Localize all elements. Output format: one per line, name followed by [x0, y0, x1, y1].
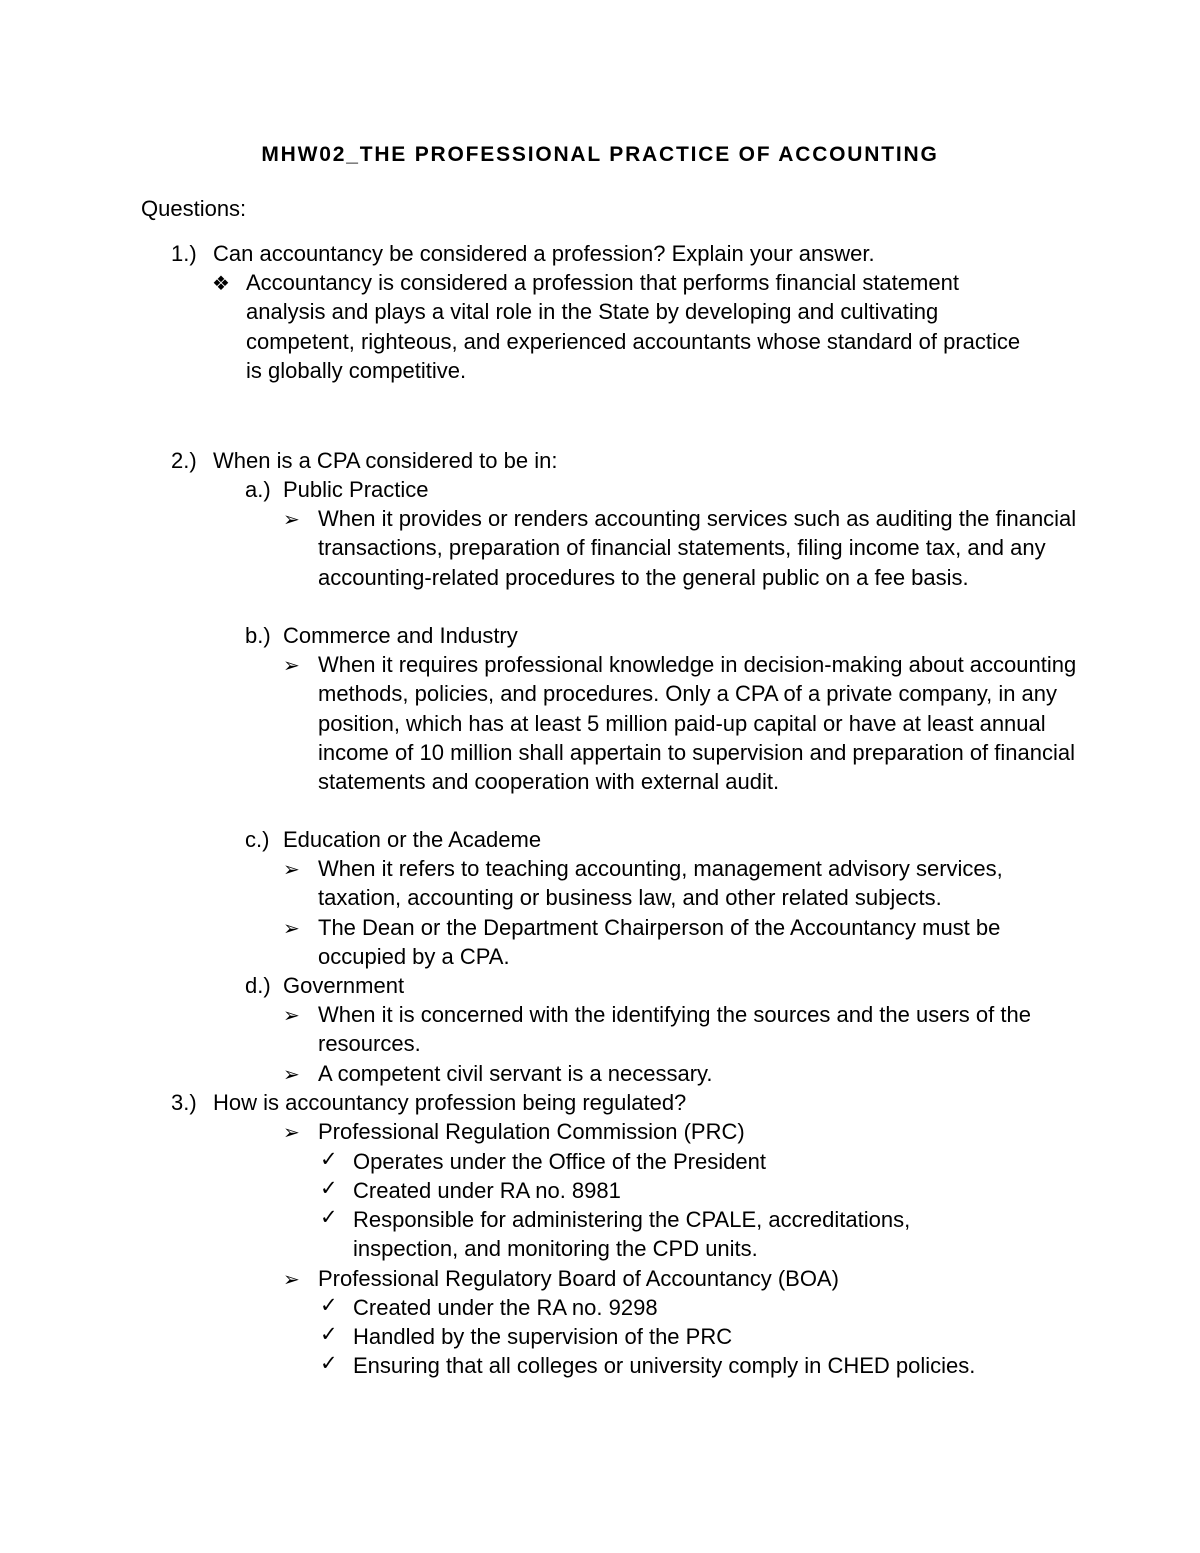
q2d-heading: Government [283, 973, 405, 998]
prc-heading: Professional Regulation Commission (PRC) [318, 1119, 745, 1144]
check-icon: ✓ [320, 1323, 338, 1346]
q1-number: 1.) [171, 241, 197, 266]
q2-question: When is a CPA considered to be in: [213, 448, 558, 473]
q2d-label: d.) [245, 973, 271, 998]
q2a-label: a.) [245, 477, 271, 502]
q3-number: 3.) [171, 1090, 197, 1115]
arrow-bullet-icon: ➢ [283, 655, 300, 677]
boa-item-1: Created under the RA no. 9298 [353, 1295, 658, 1320]
arrow-bullet-icon: ➢ [283, 1005, 300, 1027]
check-icon: ✓ [320, 1352, 338, 1375]
q2b-label: b.) [245, 623, 271, 648]
q2-number: 2.) [171, 448, 197, 473]
check-icon: ✓ [320, 1148, 338, 1171]
q1-answer: Accountancy is considered a profession that performs financial statement analysis and plays a vital role in the State by developing and cultivating competent, righteous, and experienced accountants whose standard of practice is globally competitive. [246, 270, 1021, 383]
check-icon: ✓ [320, 1294, 338, 1317]
arrow-bullet-icon: ➢ [283, 918, 300, 940]
q1-bullet-icon: ❖ [212, 273, 230, 295]
q2d-point-2: A competent civil servant is a necessary. [318, 1061, 713, 1086]
boa-heading: Professional Regulatory Board of Accountancy (BOA) [318, 1266, 839, 1291]
q2c-heading: Education or the Academe [283, 827, 542, 852]
boa-item-3: Ensuring that all colleges or university comply in CHED policies. [353, 1353, 976, 1378]
check-icon: ✓ [320, 1206, 338, 1229]
prc-item-2: Created under RA no. 8981 [353, 1178, 621, 1203]
q2b-heading: Commerce and Industry [283, 623, 518, 648]
q2c-point-1: When it refers to teaching accounting, management advisory services, taxation, accounting or business law, and other related subjects. [318, 856, 1003, 911]
check-icon: ✓ [320, 1177, 338, 1200]
q2c-label: c.) [245, 827, 270, 852]
document-title: MHW02_THE PROFESSIONAL PRACTICE OF ACCOUNTING [261, 143, 939, 166]
q1-question: Can accountancy be considered a profession? Explain your answer. [213, 241, 875, 266]
q3-question: How is accountancy profession being regulated? [213, 1090, 687, 1115]
q2c-point-2: The Dean or the Department Chairperson of the Accountancy must be occupied by a CPA. [318, 915, 1001, 970]
prc-item-1: Operates under the Office of the President [353, 1149, 766, 1174]
prc-item-3: Responsible for administering the CPALE, accreditations, inspection, and monitoring the CPD units. [353, 1207, 911, 1262]
arrow-bullet-icon: ➢ [283, 509, 300, 531]
q2a-heading: Public Practice [283, 477, 429, 502]
arrow-bullet-icon: ➢ [283, 1122, 300, 1144]
boa-item-2: Handled by the supervision of the PRC [353, 1324, 733, 1349]
questions-label: Questions: [141, 196, 247, 221]
q2d-point-1: When it is concerned with the identifying the sources and the users of the resources. [318, 1002, 1031, 1057]
arrow-bullet-icon: ➢ [283, 1064, 300, 1086]
q2a-point: When it provides or renders accounting services such as auditing the financial transactions, preparation of financial statements, filing income tax, and any accounting-related procedures to the general public on a fee basis. [318, 506, 1077, 590]
arrow-bullet-icon: ➢ [283, 1269, 300, 1291]
arrow-bullet-icon: ➢ [283, 859, 300, 881]
q2b-point: When it requires professional knowledge in decision-making about accounting methods, policies, and procedures. Only a CPA of a private company, in any position, which has at least 5 million paid-up capital or have at least annual income of 10 million shall appertain to supervision and preparation of financial statements and cooperation with external audit. [318, 652, 1077, 795]
